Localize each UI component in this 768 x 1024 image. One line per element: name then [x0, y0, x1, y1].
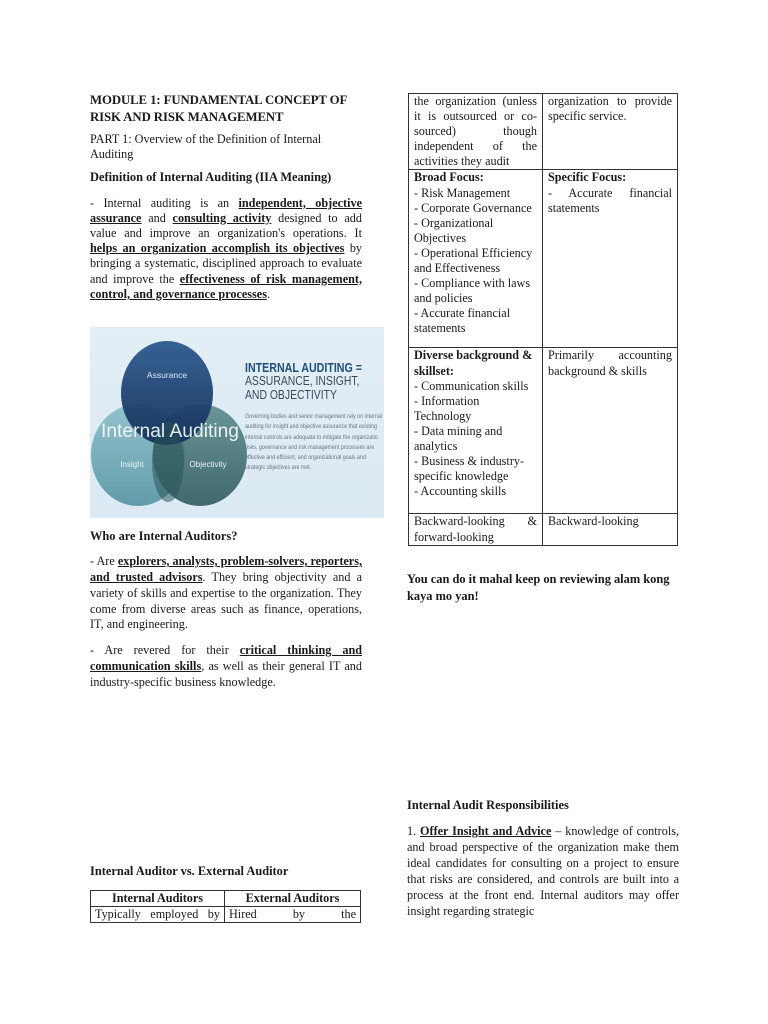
cell-external: [543, 170, 678, 348]
text: and: [141, 210, 173, 225]
list-item: - Compliance with laws and policies: [414, 276, 531, 306]
left-column: [90, 92, 362, 302]
who-heading: Who are Internal Auditors?: [90, 529, 238, 543]
image-body-line: effective and efficient, and organizational goals and: [245, 454, 366, 462]
text: , as well as their general IT and industry-specific business knowledge.: [90, 658, 362, 689]
header-external: External Auditors: [225, 891, 361, 907]
table-header-row: [91, 891, 361, 907]
emphasis: explorers, analysts, problem-solvers, reporters, and trusted advisors: [90, 554, 362, 584]
image-body-line: strategic objectives are met.: [245, 464, 312, 472]
list-item: - Operational Efficiency and Effectiveness: [414, 245, 533, 276]
list-item: - Risk Management: [414, 185, 511, 200]
cell-external: Hired by the: [225, 907, 361, 923]
responsibility-title: Offer Insight and Advice: [420, 824, 552, 839]
responsibilities-section: [407, 798, 679, 920]
image-body-line: internal controls are adequate to mitigate the organizatio: [245, 433, 378, 441]
list-item: - Information Technology: [414, 393, 480, 423]
list-item: - Accounting skills: [414, 484, 507, 499]
cell-title: Broad Focus:: [414, 170, 484, 185]
assurance-label: Assurance: [146, 370, 188, 380]
cell-internal: the organization (unless it is outsourced or co-sourced) though independent of the activities they audit: [409, 94, 543, 170]
image-body-line: risks, governance and risk management processes are: [245, 443, 375, 451]
cell-internal: Typically employed by: [91, 907, 225, 923]
table-row: [409, 170, 678, 348]
table-row: [409, 514, 678, 545]
who-paragraph-1: [90, 554, 362, 633]
cell-title: Specific Focus:: [548, 170, 627, 185]
responsibility-1: [407, 824, 679, 919]
image-headline: INTERNAL AUDITING =: [245, 360, 362, 375]
comparison-table-continued: [408, 93, 678, 546]
insight-label: Insight: [120, 460, 144, 469]
emphasis: helps an organization accomplish its objectives: [90, 241, 345, 256]
text: . They bring objectivity and a variety of skills and expertise to the organization. They come from diverse areas such as finance, operations, IT, and engineering.: [90, 570, 362, 632]
cell-internal: [409, 348, 543, 514]
table-row: [91, 907, 361, 923]
vs-table: [90, 890, 361, 923]
item-number: 1.: [407, 824, 421, 839]
who-section: [90, 529, 362, 691]
cell-internal: [409, 170, 543, 348]
image-body: [245, 412, 382, 474]
table-row: [409, 348, 678, 514]
text: - Internal auditing is an: [90, 195, 239, 210]
image-caption: [245, 361, 383, 474]
objectivity-label: Objectivity: [189, 460, 227, 469]
emphasis: independent, objective assurance: [90, 195, 362, 225]
text: by bringing a systematic, disciplined approach to evaluate and improve the: [90, 241, 363, 286]
list-item: - Communication skills: [414, 378, 529, 393]
definition-heading: Definition of Internal Auditing (IIA Meaning): [90, 170, 332, 185]
text: - Are revered for their: [90, 643, 240, 658]
cell-internal: Backward-looking & forward-looking: [409, 514, 543, 545]
internal-auditing-label: Internal Auditing: [101, 421, 239, 442]
list-item: - Corporate Governance: [414, 200, 532, 215]
encouragement-text: You can do it mahal keep on reviewing alam kong kaya mo yan!: [407, 572, 670, 603]
part-title: PART 1: Overview of the Definition of Internal Auditing: [90, 132, 322, 162]
cell-external: Primarily accounting background & skills: [543, 348, 678, 514]
encouragement-note: [407, 571, 679, 604]
list-item: - Business & industry-specific knowledge: [414, 454, 525, 484]
header-internal: Internal Auditors: [91, 891, 225, 907]
text: designed to add value and improve an organization's operations. It: [90, 210, 362, 241]
module-title: MODULE 1: FUNDAMENTAL CONCEPT OF RISK AND RISK MANAGEMENT: [90, 93, 347, 124]
cell-title: Diverse background & skillset:: [414, 348, 533, 378]
vs-section: [90, 864, 362, 923]
text: .: [266, 286, 270, 301]
internal-auditing-venn-image: [90, 327, 384, 518]
vs-heading: Internal Auditor vs. External Auditor: [90, 864, 289, 878]
image-body-line: Governing bodies and senior management rely on internal: [245, 413, 382, 420]
image-subheadline-2: AND OBJECTIVITY: [245, 386, 337, 402]
definition-paragraph: [90, 196, 362, 302]
emphasis: consulting activity: [172, 210, 272, 225]
cell-text: - Accurate financial statements: [548, 185, 672, 215]
cell-external: Backward-looking: [543, 514, 678, 545]
list-item: - Data mining and analytics: [414, 423, 503, 454]
responsibilities-heading: Internal Audit Responsibilities: [407, 798, 569, 812]
cell-external: organization to provide specific service.: [543, 94, 678, 170]
list-item: - Accurate financial statements: [414, 306, 511, 336]
responsibility-text: – knowledge of controls, and broad perspective of the organization make them ideal candidates for consulting on a project to ensure that risks are considered, and controls are built into a process at the front end. Internal auditors may offer insight regarding strategic: [407, 824, 679, 918]
who-paragraph-2: [90, 643, 362, 690]
image-subheadline-1: ASSURANCE, INSIGHT,: [245, 373, 360, 388]
emphasis: critical thinking and communication skills: [90, 643, 363, 673]
image-body-line: auditing for insight and objective assurance that existing: [245, 423, 377, 431]
table-row: [409, 94, 678, 170]
text: - Are: [90, 554, 118, 569]
emphasis: effectiveness of risk management, control, and governance processes: [90, 271, 362, 301]
list-item: - Organizational Objectives: [414, 215, 494, 245]
vs-table-continued: [408, 93, 678, 546]
